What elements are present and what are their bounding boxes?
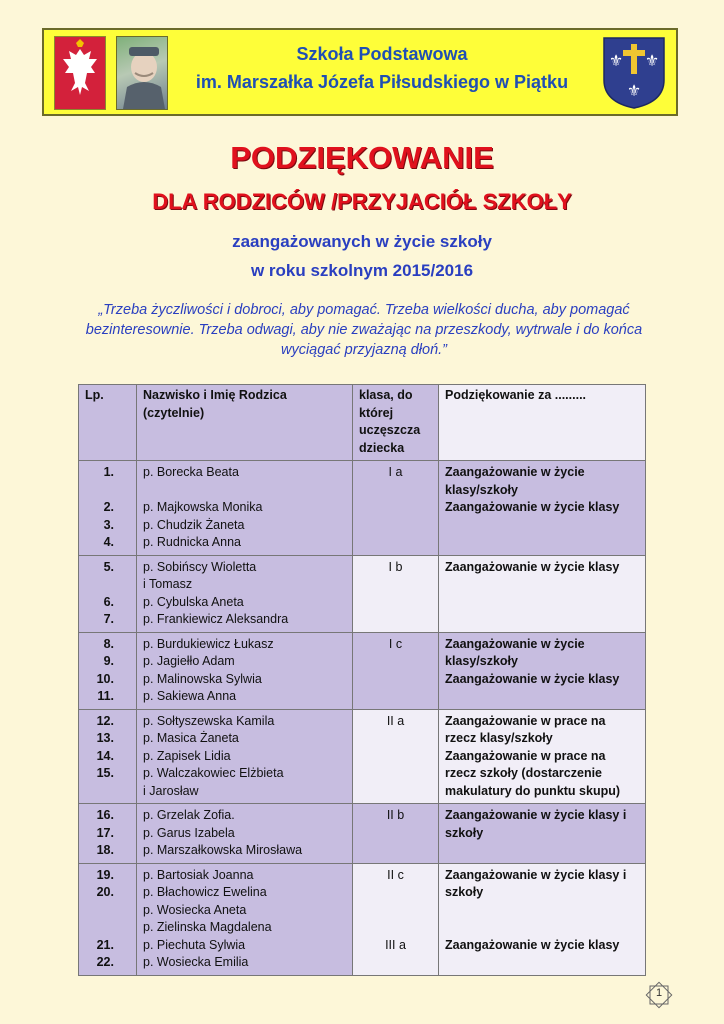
- row-thanks: [439, 709, 646, 804]
- table-row: [79, 804, 646, 864]
- row-parent-names-line: p. Zielinska Magdalena: [143, 920, 272, 934]
- row-parent-names: [137, 804, 353, 864]
- row-parent-names-line: i Tomasz: [143, 577, 193, 591]
- table-header-row: [79, 385, 646, 461]
- row-thanks: [439, 461, 646, 556]
- row-numbers-line: 20.: [96, 885, 114, 899]
- row-thanks-line: klasy/szkoły: [445, 482, 518, 497]
- row-parent-names: [137, 632, 353, 709]
- row-thanks-line: klasy/szkoły: [445, 654, 518, 668]
- header-name: Nazwisko i Imię Rodzica (czytelnie): [137, 385, 353, 461]
- row-thanks-line: Zaangażowanie w życie: [445, 465, 585, 479]
- row-parent-names-line: p. Błachowicz Ewelina: [143, 885, 267, 899]
- header-lp: Lp.: [79, 385, 137, 461]
- row-thanks-line: Zaangażowanie w prace na: [445, 748, 606, 763]
- table-row: [79, 709, 646, 804]
- row-numbers-line: 8.: [103, 636, 114, 651]
- table-row: [79, 461, 646, 556]
- header-class: klasa, do której uczęszcza dziecka: [353, 385, 439, 461]
- row-numbers-line: 6.: [103, 594, 114, 609]
- document-subtitle: DLA RODZICÓW /PRZYJACIÓŁ SZKOŁY: [152, 189, 572, 214]
- row-thanks-line: Zaangażowanie w prace na: [445, 713, 606, 728]
- row-parent-names-line: [143, 482, 346, 500]
- row-thanks-line: szkoły: [445, 825, 484, 840]
- table-row: [79, 555, 646, 632]
- school-banner: [42, 28, 678, 116]
- row-numbers-line: 10.: [96, 671, 114, 686]
- row-numbers-line: 21.: [96, 937, 114, 952]
- row-parent-names-line: p. Burdukiewicz Łukasz: [143, 636, 274, 651]
- row-thanks-line: [445, 902, 639, 920]
- document-title: PODZIĘKOWANIE: [230, 140, 494, 175]
- row-parent-names: [137, 709, 353, 804]
- row-numbers-line: 14.: [96, 748, 114, 763]
- row-parent-names-line: i Jarosław: [143, 783, 199, 798]
- row-class-line: III a: [385, 937, 406, 952]
- row-parent-names-line: p. Frankiewicz Aleksandra: [143, 612, 289, 626]
- row-class: [353, 555, 439, 632]
- motto-quote: „Trzeba życzliwości i dobroci, aby pomagać. Trzeba wielkości ducha, aby pomagać bezinteresownie. Trzeba odwagi, aby nie zważając na przeszkody, wytrwale i do końca wyciągać przyjazną dłoń.”: [85, 302, 643, 358]
- row-parent-names-line: p. Sobińscy Wioletta: [143, 559, 257, 574]
- row-class-line: [359, 884, 432, 902]
- row-parent-names-line: p. Jagiełło Adam: [143, 654, 235, 668]
- row-numbers-line: 2.: [103, 500, 114, 514]
- row-parent-names-line: p. Masica Żaneta: [143, 731, 239, 745]
- row-numbers-line: 19.: [96, 867, 114, 882]
- row-thanks-line: Zaangażowanie w życie klasy i: [445, 808, 627, 822]
- page-number: 1: [655, 987, 663, 999]
- row-class-line: II b: [386, 808, 405, 822]
- row-numbers-line: 16.: [96, 808, 114, 822]
- svg-text:⚜: ⚜: [644, 51, 660, 70]
- school-name: [164, 40, 600, 96]
- row-thanks-line: Zaangażowanie w życie: [445, 636, 585, 651]
- row-numbers-line: [85, 902, 114, 920]
- row-class-line: [359, 902, 432, 920]
- row-parent-names-line: p. Bartosiak Joanna: [143, 867, 254, 882]
- school-name-line1: Szkoła Podstawowa: [296, 44, 468, 64]
- row-parent-names-line: p. Chudzik Żaneta: [143, 517, 245, 532]
- row-numbers-line: 11.: [97, 689, 114, 703]
- row-thanks-line: rzecz szkoły (dostarczenie: [445, 766, 603, 780]
- svg-text:⚜: ⚜: [608, 51, 624, 70]
- row-parent-names-line: p. Majkowska Monika: [143, 500, 263, 514]
- row-numbers-line: 3.: [103, 517, 114, 532]
- polish-eagle-emblem-icon: [54, 36, 106, 110]
- row-thanks-line: Zaangażowanie w życie klasy: [445, 937, 620, 952]
- row-parent-names: [137, 555, 353, 632]
- row-numbers: [79, 804, 137, 864]
- row-numbers-line: 12.: [96, 713, 114, 728]
- row-numbers-line: [85, 576, 114, 594]
- row-class-line: I c: [388, 636, 403, 651]
- row-numbers-line: 5.: [103, 559, 114, 574]
- row-numbers-line: 17.: [96, 825, 114, 840]
- row-class: [353, 709, 439, 804]
- table-row: [79, 632, 646, 709]
- row-thanks: [439, 555, 646, 632]
- row-numbers-line: 1.: [103, 465, 114, 479]
- document-subline-2: w roku szkolnym 2015/2016: [250, 261, 474, 280]
- row-numbers-line: 15.: [96, 766, 114, 780]
- row-thanks: [439, 804, 646, 864]
- row-class-line: [359, 919, 432, 937]
- row-class-line: I a: [388, 465, 403, 479]
- coat-of-arms-icon: [602, 36, 666, 110]
- row-parent-names: [137, 461, 353, 556]
- row-class-line: II c: [387, 867, 404, 882]
- row-class: [353, 804, 439, 864]
- marshal-portrait-image: [116, 36, 168, 110]
- document-subline-1: zaangażowanych w życie szkoły: [232, 232, 492, 251]
- row-thanks-line: [445, 919, 639, 937]
- row-numbers-line: [85, 482, 114, 500]
- row-parent-names-line: p. Marszałkowska Mirosława: [143, 843, 303, 857]
- row-numbers-line: [85, 919, 114, 937]
- row-thanks-line: rzecz klasy/szkoły: [445, 731, 553, 745]
- row-class: [353, 632, 439, 709]
- row-thanks: [439, 863, 646, 975]
- row-numbers-line: 4.: [103, 535, 114, 549]
- row-numbers: [79, 461, 137, 556]
- header-thanks: Podziękowanie za .........: [439, 385, 646, 461]
- row-parent-names: [137, 863, 353, 975]
- row-thanks-line: Zaangażowanie w życie klasy i: [445, 867, 627, 882]
- row-thanks-line: Zaangażowanie w życie klasy: [445, 671, 620, 686]
- row-thanks: [439, 632, 646, 709]
- row-parent-names-line: p. Sołtyszewska Kamila: [143, 713, 275, 728]
- row-numbers: [79, 632, 137, 709]
- row-parent-names-line: p. Grzelak Zofia.: [143, 808, 235, 822]
- row-parent-names-line: p. Garus Izabela: [143, 825, 235, 840]
- row-parent-names-line: p. Walczakowiec Elżbieta: [143, 766, 284, 780]
- row-parent-names-line: p. Sakiewa Anna: [143, 689, 237, 703]
- table-row: [79, 863, 646, 975]
- row-numbers: [79, 863, 137, 975]
- row-numbers: [79, 555, 137, 632]
- row-class: [353, 461, 439, 556]
- row-class-line: II a: [386, 713, 405, 728]
- page-number-frame-icon: [644, 980, 674, 1010]
- row-numbers-line: 18.: [96, 843, 114, 857]
- row-thanks-line: makulatury do punktu skupu): [445, 783, 621, 798]
- row-thanks-line: Zaangażowanie w życie klasy: [445, 500, 620, 514]
- row-parent-names-line: p. Borecka Beata: [143, 465, 239, 479]
- school-name-line2: im. Marszałka Józefa Piłsudskiego w Piątku: [195, 72, 569, 92]
- row-parent-names-line: p. Wosiecka Emilia: [143, 955, 249, 969]
- row-parent-names-line: p. Rudnicka Anna: [143, 535, 241, 549]
- row-parent-names-line: p. Cybulska Aneta: [143, 594, 244, 609]
- row-numbers-line: 22.: [96, 955, 114, 969]
- row-thanks-line: szkoły: [445, 885, 484, 899]
- row-numbers-line: 13.: [96, 731, 114, 745]
- row-parent-names-line: p. Piechuta Sylwia: [143, 937, 246, 952]
- row-numbers-line: 7.: [103, 612, 114, 626]
- row-parent-names-line: p. Wosiecka Aneta: [143, 902, 247, 917]
- row-class-line: I b: [388, 559, 403, 574]
- row-numbers: [79, 709, 137, 804]
- row-parent-names-line: p. Malinowska Sylwia: [143, 671, 262, 686]
- svg-text:⚜: ⚜: [626, 81, 642, 100]
- row-class: [353, 863, 439, 975]
- row-thanks-line: Zaangażowanie w życie klasy: [445, 559, 620, 574]
- thanks-table: [78, 384, 646, 976]
- row-numbers-line: 9.: [103, 654, 114, 668]
- row-parent-names-line: p. Zapisek Lidia: [143, 748, 231, 763]
